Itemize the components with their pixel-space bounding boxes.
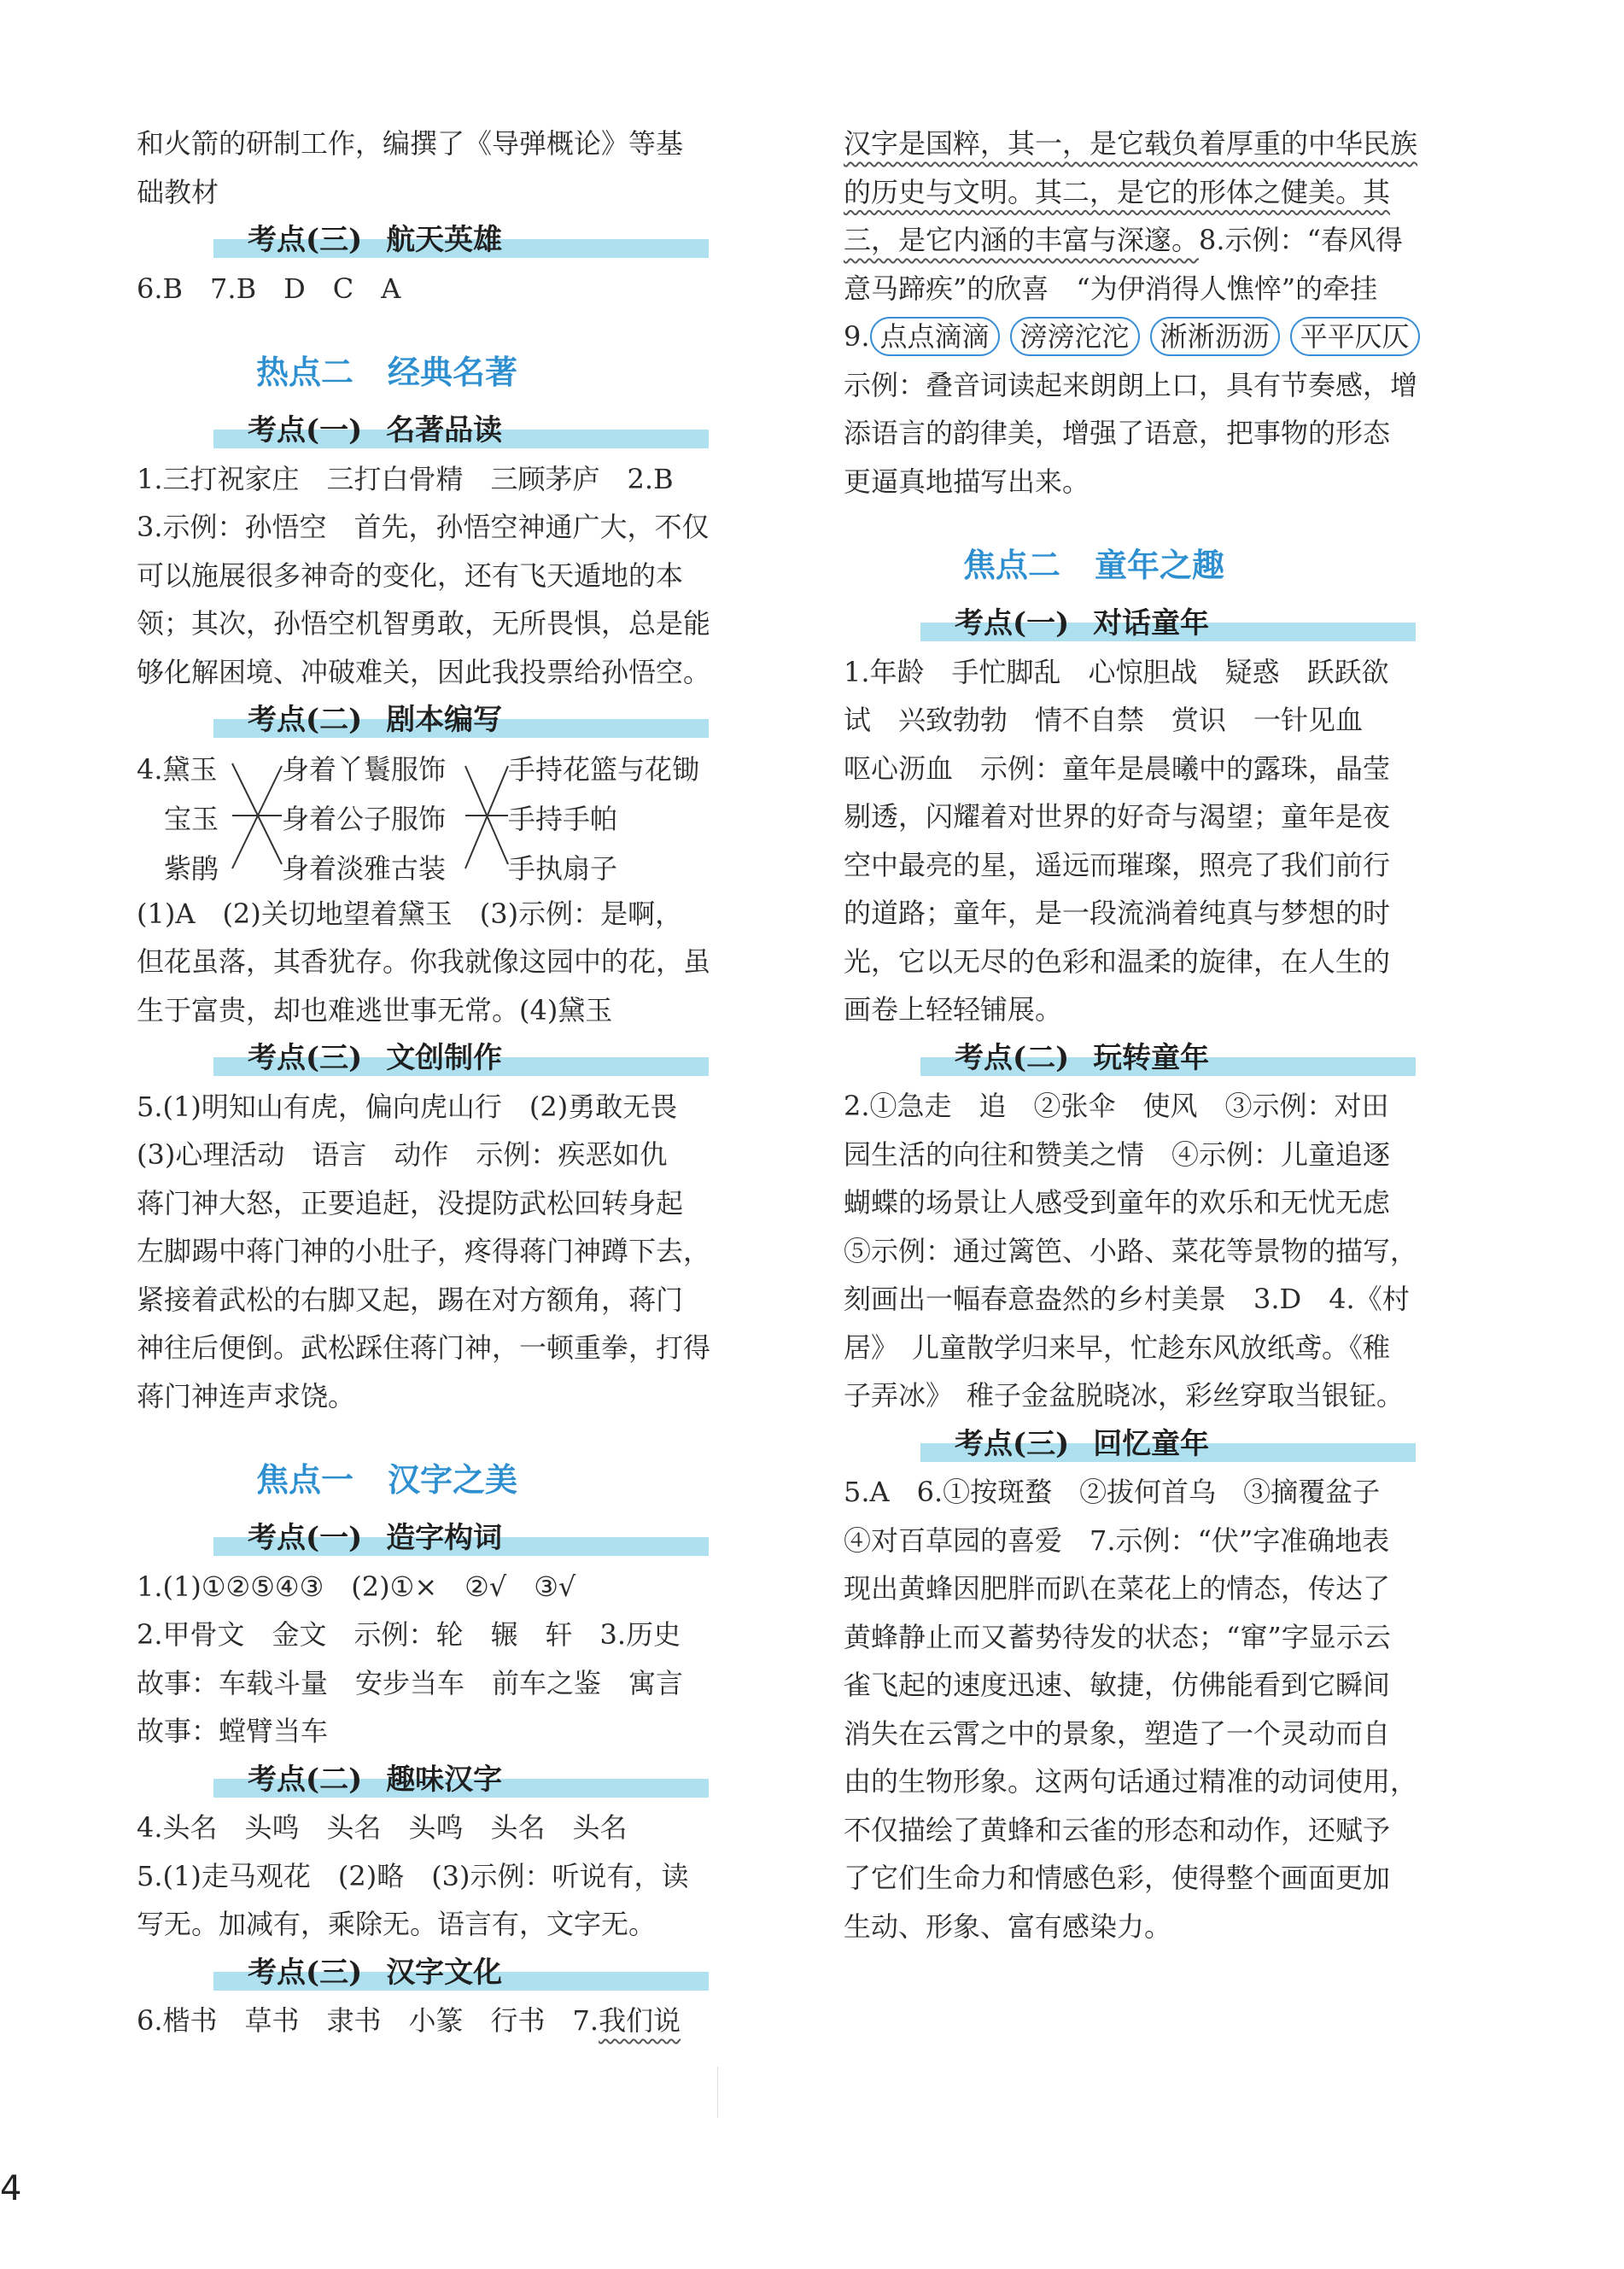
answer-line: 刻画出一幅春意盎然的乡村美景 3.D 4.《村 (844, 1283, 1410, 1315)
circled-answer: 滂滂沱沱 (1010, 317, 1140, 356)
character-label: 4.黛玉 (137, 752, 218, 786)
answer-line: 1.(1)①②⑤④③ (2)①× ②√ ③√ (137, 1570, 576, 1603)
text-line: 和火箭的研制工作，编撰了《导弹概论》等基 (137, 127, 684, 160)
answer-line: 6.楷书 草书 隶书 小篆 行书 7.我们说 (137, 2004, 681, 2037)
answer-line: 蒋门神连声求饶。 (137, 1379, 356, 1412)
answer-line: 添语言的韵律美，增强了语意，把事物的形态 (844, 417, 1391, 449)
column-edge-mark (717, 2067, 718, 2118)
answer-line: 三，是它内涵的丰富与深邃。8.示例：“春风得 (844, 224, 1403, 256)
answer-line: 更逼真地描写出来。 (844, 465, 1090, 498)
answer-line: 可以施展很多神奇的变化，还有飞天遁地的本 (137, 558, 684, 592)
answer-line: 写无。加减有，乘除无。语言有，文字无。 (137, 1908, 657, 1940)
circled-answer: 淅淅沥沥 (1150, 317, 1280, 356)
subsection-heading: 考点(二) 玩转童年 (844, 1034, 1424, 1083)
answer-line: 的历史与文明。其二，是它的形体之健美。其 (844, 175, 1391, 208)
subsection-heading: 考点(一) 对话童年 (844, 599, 1424, 648)
answer-line: 蒋门神大怒，正要追赶，没提防武松回转身起 (137, 1186, 684, 1219)
answer-line: 9. 点点滴滴 滂滂沱沱 淅淅沥沥 平平仄仄 (844, 313, 1424, 361)
answer-line: 1.三打祝家庄 三打白骨精 三顾茅庐 2.B (137, 462, 674, 495)
section-heading: 焦点一 汉字之美 (256, 1461, 518, 1499)
answer-line: 神往后便倒。武松踩住蒋门神，一顿重拳，打得 (137, 1331, 711, 1364)
answer-line: 子弄冰》 稚子金盆脱晓冰，彩丝穿取当银钲。 (844, 1379, 1405, 1412)
subsection-heading: 考点(三) 回忆童年 (844, 1420, 1424, 1469)
answer-line: 5.(1)明知山有虎，偏向虎山行 (2)勇敢无畏 (137, 1090, 678, 1123)
circled-answer: 平平仄仄 (1290, 317, 1420, 356)
costume-label: 身着淡雅古装 (282, 851, 447, 885)
answer-line: 呕心沥血 示例：童年是晨曦中的露珠，晶莹 (844, 751, 1391, 785)
answer-line: 汉字是国粹，其一，是它载负着厚重的中华民族 (844, 127, 1418, 160)
answer-line: 雀飞起的速度迅速、敏捷，仿佛能看到它瞬间 (844, 1669, 1391, 1701)
answer-line: 意马蹄疾”的欣喜 “为伊消得人憔悴”的牵挂 (844, 272, 1378, 305)
subsection-heading: 考点(二) 趣味汉字 (137, 1756, 717, 1804)
answer-line: 但花虽落，其香犹存。你我就像这园中的花，虽 (137, 945, 711, 978)
answer-line: 消失在云霄之中的景象，塑造了一个灵动而自 (844, 1716, 1391, 1750)
answer-line: 3.示例：孙悟空 首先，孙悟空神通广大，不仅 (137, 511, 710, 543)
answer-line: 的道路；童年，是一段流淌着纯真与梦想的时 (844, 897, 1391, 929)
answer-line: 6.B 7.B D C A (137, 272, 401, 305)
answer-line: 现出黄蜂因肥胖而趴在菜花上的情态，传达了 (844, 1572, 1391, 1605)
subsection-heading: 考点(二) 剧本编写 (137, 696, 717, 745)
circled-answer: 点点滴滴 (870, 317, 1000, 356)
answer-line: 生于富贵，却也难逃世事无常。(4)黛玉 (137, 993, 613, 1026)
prop-label: 手执扇子 (508, 851, 618, 885)
answer-line: 紧接着武松的右脚又起，踢在对方额角，蒋门 (137, 1283, 684, 1316)
text-line: 础教材 (137, 175, 219, 208)
subsection-heading: 考点(一) 名著品读 (137, 406, 717, 455)
answer-line: 4.头名 头鸣 头名 头鸣 头名 头名 (137, 1811, 628, 1844)
answer-line: 了它们生命力和情感色彩，使得整个画面更加 (844, 1862, 1391, 1894)
character-label: 宝玉 (164, 802, 219, 835)
answer-line: 故事：螳臂当车 (137, 1715, 329, 1747)
answer-line: 不仅描绘了黄蜂和云雀的形态和动作，还赋予 (844, 1813, 1391, 1846)
answer-line: 居》 儿童散学归来早，忙趁东风放纸鸢。《稚 (844, 1330, 1391, 1364)
answer-line: 园生活的向往和赞美之情 ④示例：儿童追逐 (844, 1137, 1391, 1171)
section-heading: 热点二 经典名著 (256, 354, 518, 391)
answer-line: 够化解困境、冲破难关，因此我投票给孙悟空。 (137, 655, 711, 688)
prop-label: 手持手帕 (508, 802, 618, 835)
answer-line: ⑤示例：通过篱笆、小路、菜花等景物的描写， (844, 1234, 1418, 1267)
answer-line: ④对百草园的喜爱 7.示例：“伏”字准确地表 (844, 1523, 1390, 1557)
answer-line: 试 兴致勃勃 情不自禁 赏识 一针见血 (844, 704, 1364, 736)
page-number: 4 (0, 2169, 22, 2208)
answer-line: 示例：叠音词读起来朗朗上口，具有节奏感，增 (844, 368, 1418, 401)
answer-line: 2.①急走 追 ②张伞 使风 ③示例：对田 (844, 1090, 1389, 1122)
answer-line: (1)A (2)关切地望着黛玉 (3)示例：是啊， (137, 897, 683, 930)
answer-line: 2.甲骨文 金文 示例：轮 辗 轩 3.历史 (137, 1618, 681, 1651)
answer-line: 蝴蝶的场景让人感受到童年的欢乐和无忧无虑 (844, 1186, 1391, 1219)
answer-line: 剔透，闪耀着对世界的好奇与渴望；童年是夜 (844, 800, 1391, 833)
answer-line: 黄蜂静止而又蓄势待发的状态；“窜”字显示云 (844, 1620, 1391, 1653)
subsection-heading: 考点(一) 造字构词 (137, 1514, 717, 1563)
answer-line: 左脚踢中蒋门神的小肚子，疼得蒋门神蹲下去， (137, 1235, 711, 1267)
section-heading: 焦点二 童年之趣 (963, 547, 1225, 584)
answer-line: 生动、形象、富有感染力。 (844, 1909, 1172, 1943)
answer-line: 5.A 6.①按斑蝥 ②拔何首乌 ③摘覆盆子 (844, 1476, 1381, 1508)
answer-line: 空中最亮的星，遥远而璀璨，照亮了我们前行 (844, 848, 1391, 881)
answer-line: (3)心理活动 语言 动作 示例：疾恶如仇 (137, 1138, 668, 1171)
answer-line: 由的生物形象。这两句话通过精准的动词使用， (844, 1765, 1418, 1798)
answer-line: 领；其次，孙悟空机智勇敢，无所畏惧，总是能 (137, 607, 711, 640)
answer-line: 5.(1)走马观花 (2)略 (3)示例：听说有，读 (137, 1859, 689, 1892)
right-column (844, 120, 1424, 1950)
prop-label: 手持花篮与花锄 (508, 752, 700, 786)
answer-line: 光，它以无尽的色彩和温柔的旋律，在人生的 (844, 944, 1391, 978)
character-label: 紫鹃 (164, 851, 219, 885)
costume-label: 身着公子服饰 (282, 802, 447, 835)
costume-label: 身着丫鬟服饰 (282, 752, 447, 786)
answer-line: 故事：车载斗量 安步当车 前车之鉴 寓言 (137, 1666, 684, 1699)
subsection-heading: 考点(三) 汉字文化 (137, 1949, 717, 1997)
subsection-heading: 考点(三) 航天英雄 (137, 216, 717, 265)
answer-line: 画卷上轻轻铺展。 (844, 993, 1063, 1026)
left-column (137, 120, 717, 2045)
subsection-heading: 考点(三) 文创制作 (137, 1034, 717, 1083)
answer-line: 1.年龄 手忙脚乱 心惊胆战 疑惑 跃跃欲 (844, 655, 1389, 688)
matching-diagram (137, 745, 717, 890)
